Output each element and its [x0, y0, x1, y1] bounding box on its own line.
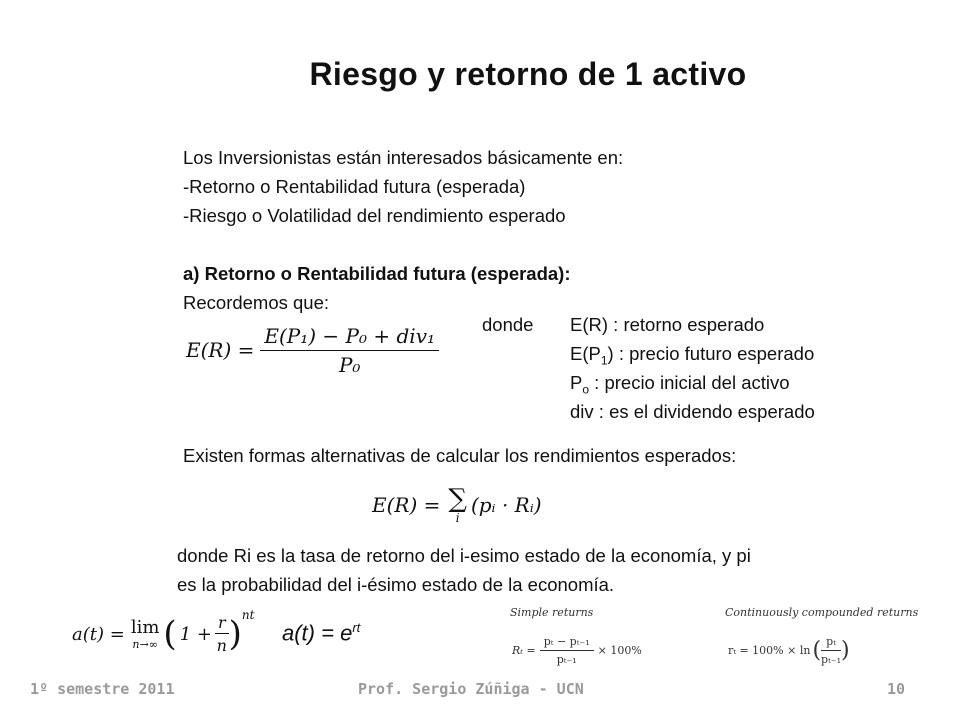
explanation-line-1: donde Ri es la tasa de retorno del i-esimo estado de la economía, y pi: [177, 545, 751, 566]
simple-returns-label: Simple returns: [510, 606, 594, 619]
donde-label: donde: [482, 314, 534, 335]
simple-returns-formula: Rₜ = $\frac{\text{pₜ − pₜ₋₁}}{\text{pₜ₋₁}}$ × 100%: [512, 634, 642, 666]
intro-line-1: Los Inversionistas están interesados básicamente en:: [183, 147, 624, 168]
page-number: 10: [887, 680, 906, 698]
recall-text: Recordemos que:: [183, 292, 330, 313]
cc-returns-label: Continuously compounded returns: [725, 606, 919, 619]
formula2-lhs: E(R) =: [372, 493, 441, 517]
footer-semester: 1º semestre 2011: [30, 680, 175, 698]
formula2-body: (pᵢ · Rᵢ): [470, 493, 542, 517]
formula-lhs: E(R) =: [186, 338, 255, 362]
footer-author: Prof. Sergio Zúñiga - UCN: [358, 680, 584, 698]
formula-numerator: E(P₁) − P₀ + div₁: [260, 324, 439, 351]
def-po: $P_o$ : precio inicial del activo: [570, 372, 790, 397]
limit-formula: a(t) = lim n→∞ ( 1 + $\frac{r}{n}$ ) $^{nt}$: [72, 608, 255, 655]
continuous-formula: $a(t) = e^{rt}$: [282, 620, 361, 646]
section-heading: a) Retorno o Rentabilidad futura (esperada):: [183, 263, 571, 284]
alternatives-text: Existen formas alternativas de calcular los rendimientos esperados:: [183, 445, 737, 466]
weighted-sum-formula: [372, 482, 542, 528]
explanation-line-2: es la probabilidad del i-ésimo estado de la economía.: [177, 574, 615, 595]
slide-title: Riesgo y retorno de 1 activo: [309, 56, 747, 92]
expected-return-formula: [186, 320, 439, 380]
def-div: div : es el dividendo esperado: [570, 401, 815, 422]
formula-fraction: [260, 324, 439, 377]
def-ep1: $E(P_1)$ : precio futuro esperado: [570, 343, 815, 368]
sigma-icon: ∑ i: [448, 484, 467, 525]
intro-line-3: -Riesgo o Volatilidad del rendimiento esperado: [183, 205, 566, 226]
formula-denominator: P₀: [338, 352, 361, 377]
intro-line-2: -Retorno o Rentabilidad futura (esperada): [183, 176, 526, 197]
cc-returns-formula: rₜ = 100% × ln ( $\frac{\text{pₜ}}{\text{pₜ₋₁}}$ ): [728, 634, 850, 666]
def-er: E(R) : retorno esperado: [570, 314, 765, 335]
